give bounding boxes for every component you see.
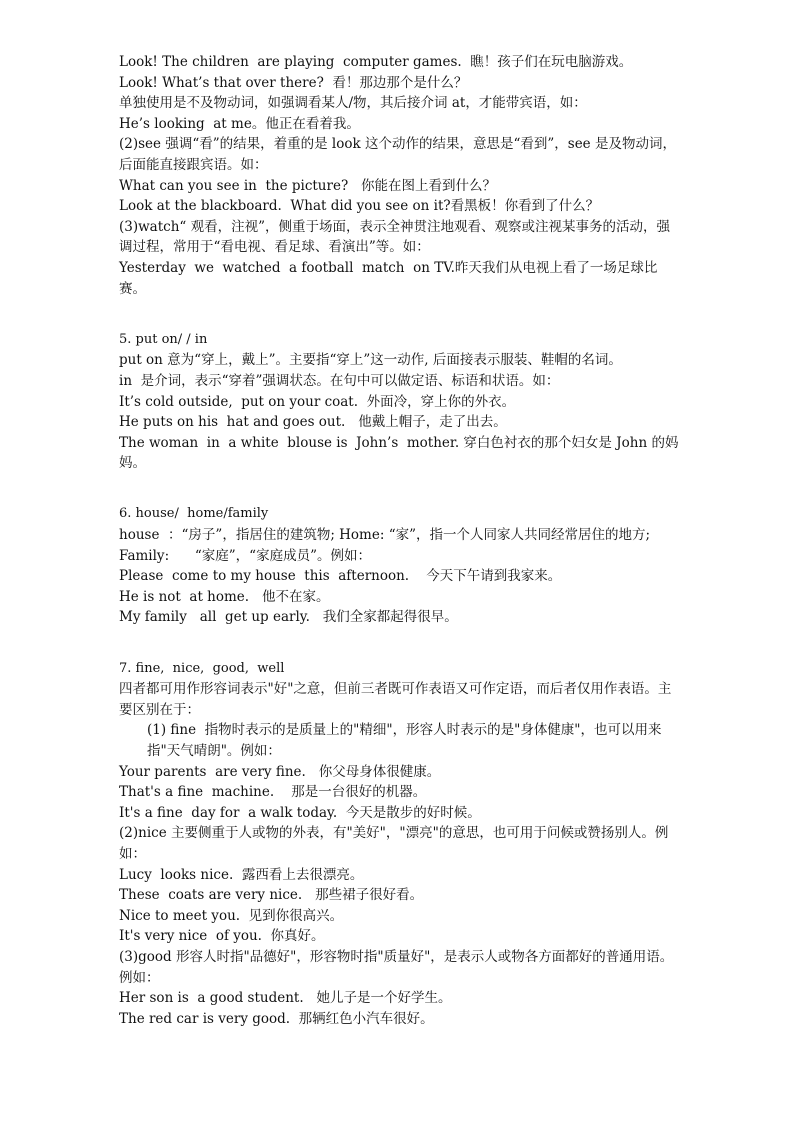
paragraph-line: Look! What’s that over there? 看！那边那个是什么？ bbox=[119, 74, 468, 91]
paragraph-line: (2)see 强调“看”的结果，着重的是 look 这个动作的结果，意思是“看到”，see 是及物动词，后面能直接跟宾语。如： bbox=[119, 136, 676, 173]
paragraph-line: Your parents are very fine. 你父母身体很健康。 bbox=[119, 763, 441, 780]
paragraph-line: (3)watch“ 观看，注视”，侧重于场面，表示全神贯注地观看、观察或注视某事务的活动，强调过程，常用于“看电视、看足球、看演出”等。如： bbox=[119, 218, 671, 256]
paragraph-line: The red car is very good. 那辆红色小汽车很好。 bbox=[119, 1010, 434, 1027]
document-body bbox=[119, 52, 679, 1029]
section-heading: 5. put on/ / in bbox=[119, 331, 208, 347]
paragraph-line: It's very nice of you. 你真好。 bbox=[119, 928, 325, 945]
section-spacer bbox=[119, 320, 679, 330]
paragraph-line: 单独使用是不及物动词，如强调看某人/物，其后接介词 at，才能带宾语，如： bbox=[119, 95, 587, 112]
paragraph-line: It’s cold outside, put on your coat. 外面冷，穿上你的外衣。 bbox=[119, 393, 516, 410]
paragraph-line: He is not at home. 他不在家。 bbox=[119, 588, 330, 605]
section-look-see-watch bbox=[119, 52, 679, 299]
section-put-on-in bbox=[119, 299, 679, 474]
paragraph-line: My family all get up early. 我们全家都起得很早。 bbox=[119, 609, 458, 626]
section-spacer bbox=[119, 299, 679, 320]
paragraph-line: That's a fine machine. 那是一台很好的机器。 bbox=[119, 784, 427, 801]
section-heading: 7. fine, nice, good, well bbox=[119, 660, 285, 676]
paragraph-line: It's a fine day for a walk today. 今天是散步的好时候。 bbox=[119, 804, 481, 821]
paragraph-line: Nice to meet you. 见到你很高兴。 bbox=[119, 907, 344, 924]
section-heading: 6. house/ home/family bbox=[119, 506, 269, 522]
paragraph-line: (3)good 形容人时指"品德好"，形容物时指"质量好"，是表示人或物各方面都好的普通用语。例如： bbox=[119, 948, 674, 986]
section-spacer bbox=[119, 628, 679, 649]
paragraph-line: Look at the blackboard. What did you see on it?看黑板！你看到了什么？ bbox=[119, 198, 600, 215]
paragraph-line: He puts on his hat and goes out. 他戴上帽子，走了出去。 bbox=[119, 414, 507, 431]
paragraph-line: What can you see in the picture? 你能在图上看到什么？ bbox=[119, 177, 497, 194]
paragraph-line: put on 意为“穿上，戴上”。主要指“穿上”这一动作, 后面接表示服装、鞋帽的名词。 bbox=[119, 352, 622, 369]
section-spacer bbox=[119, 494, 679, 504]
paragraph-line: Lucy looks nice. 露西看上去很漂亮。 bbox=[119, 866, 364, 883]
paragraph-line: Please come to my house this afternoon. 今天下午请到我家来。 bbox=[119, 568, 562, 585]
section-spacer bbox=[119, 474, 679, 495]
section-spacer bbox=[119, 649, 679, 659]
paragraph-line: 四者都可用作形容词表示"好"之意，但前三者既可作表语又可作定语，而后者仅用作表语。主要区别在于： bbox=[119, 681, 672, 718]
paragraph-line: (1) fine 指物时表示的是质量上的"精细"，形容人时表示的是"身体健康"，也可以用来指"天气晴朗"。例如： bbox=[147, 722, 662, 759]
paragraph-line: The woman in a white blouse is John’s mother. 穿白色衬衣的那个妇女是 John 的妈妈。 bbox=[119, 434, 679, 472]
paragraph-line: house ：“房子”，指居住的建筑物; Home: “家”，指一个人同家人共同经常居住的地方; Family: “家庭”，“家庭成员”。例如： bbox=[119, 527, 655, 564]
paragraph-line: Her son is a good student. 她儿子是一个好学生。 bbox=[119, 990, 452, 1007]
paragraph-line: He’s looking at me。他正在看着我。 bbox=[119, 115, 360, 132]
paragraph-line: These coats are very nice. 那些裙子很好看。 bbox=[119, 887, 424, 904]
section-house-home-family bbox=[119, 474, 679, 628]
paragraph-line: Look! The children are playing computer games. 瞧！孩子们在玩电脑游戏。 bbox=[119, 54, 633, 70]
section-fine-nice-good-well bbox=[119, 628, 679, 1029]
paragraph-line: in 是介词，表示“穿着”强调状态。在句中可以做定语、标语和状语。如： bbox=[119, 372, 560, 389]
paragraph-line: Yesterday we watched a football match on TV.昨天我们从电视上看了一场足球比赛。 bbox=[119, 259, 658, 297]
paragraph-line: (2)nice 主要侧重于人或物的外表，有"美好"，"漂亮"的意思，也可用于问候或赞扬别人。例如： bbox=[119, 825, 669, 862]
